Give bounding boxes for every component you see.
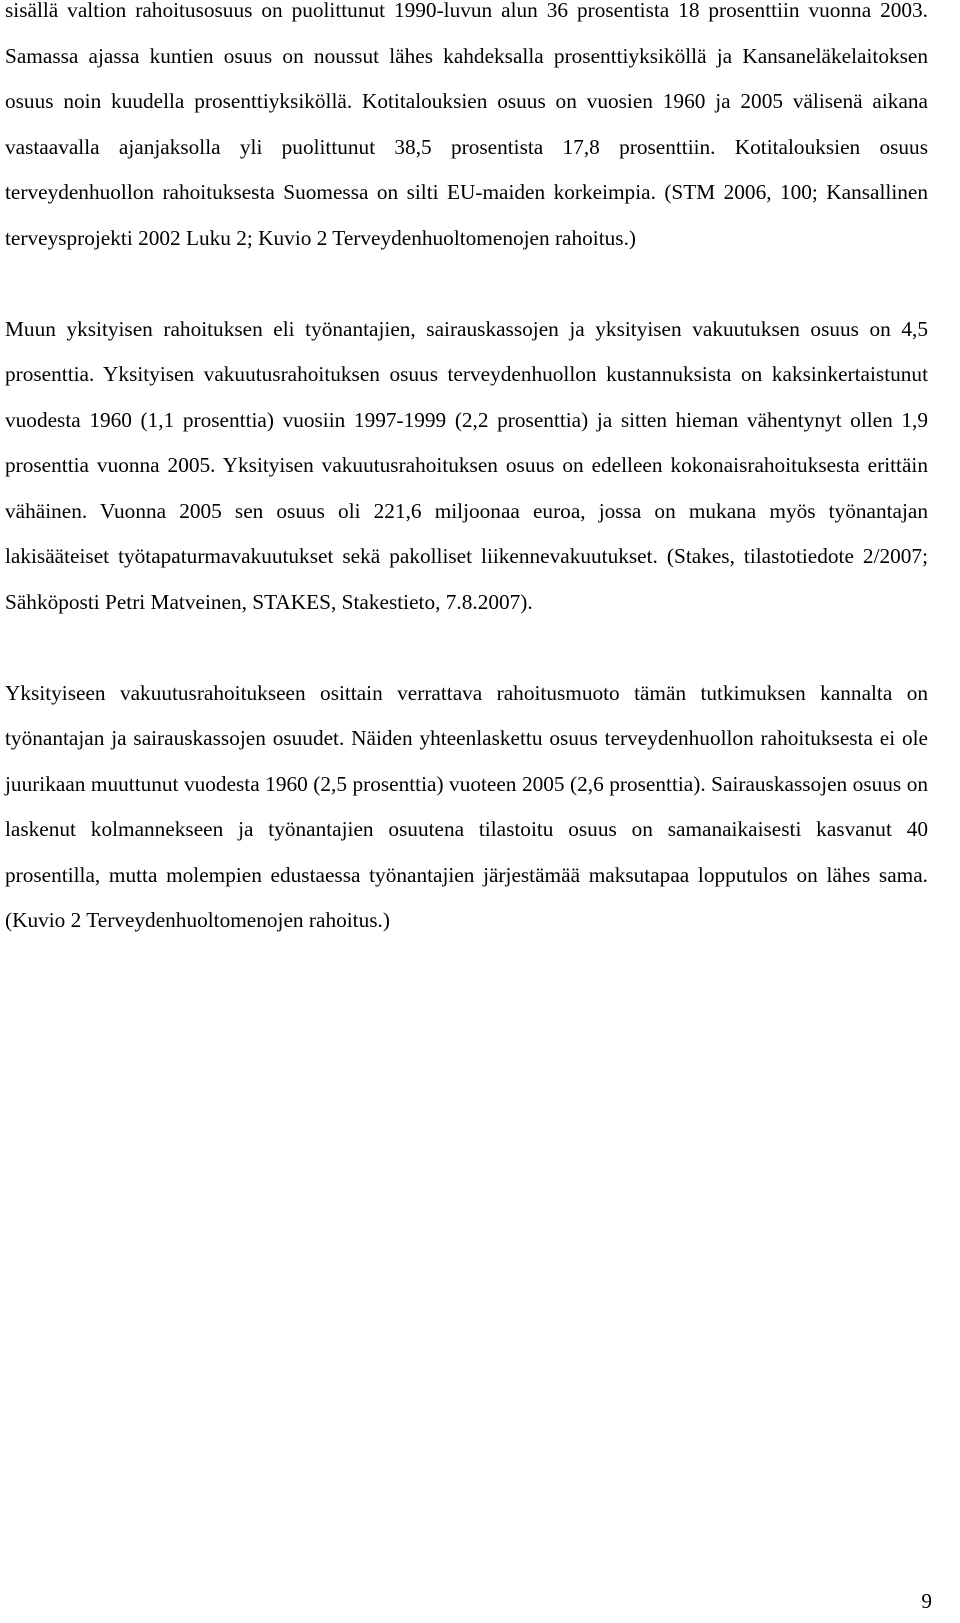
page-number: 9 [921,1589,932,1613]
paragraph-financing-shares: sisällä valtion rahoitusosuus on puolittunut 1990-luvun alun 36 prosentista 18 prosenttiin vuonna 2003. Samassa ajassa kuntien osuus on noussut lähes kahdeksalla prosenttiyksiköllä ja Kansaneläkelaitoksen osuus noin kuudella prosenttiyksiköllä. Kotitalouksien osuus on vuosien 1960 ja 2005 välisenä aikana vastaavalla ajanjaksolla yli puolittunut 38,5 prosentista 17,8 prosenttiin. Kotitalouksien osuus terveydenhuollon rahoituksesta Suomessa on silti EU-maiden korkeimpia. (STM 2006, 100; Kansallinen terveysprojekti 2002 Luku 2; Kuvio 2 Terveydenhuoltomenojen rahoitus.) [5,0,928,250]
paragraph-private-insurance: Muun yksityisen rahoituksen eli työnantajien, sairauskassojen ja yksityisen vakuutuksen osuus on 4,5 prosenttia. Yksityisen vakuutusrahoituksen osuus terveydenhuollon kustannuksista on kaksinkertaistunut vuodesta 1960 (1,1 prosenttia) vuosiin 1997-1999 (2,2 prosenttia) ja sitten hieman vähentynyt ollen 1,9 prosenttia vuonna 2005. Yksityisen vakuutusrahoituksen osuus on edelleen kokonaisrahoituksesta erittäin vähäinen. Vuonna 2005 sen osuus oli 221,6 miljoonaa euroa, jossa on mukana myös työnantajan lakisääteiset työtapaturmavakuutukset sekä pakolliset liikennevakuutukset. (Stakes, tilastotiedote 2/2007; Sähköposti Petri Matveinen, STAKES, Stakestieto, 7.8.2007). [5,316,928,614]
document-body [5,0,928,944]
paragraph-employer-sickness-funds: Yksityiseen vakuutusrahoitukseen osittain verrattava rahoitusmuoto tämän tutkimuksen kannalta on työnantajan ja sairauskassojen osuudet. Näiden yhteenlaskettu osuus terveydenhuollon rahoituksesta ei ole juurikaan muuttunut vuodesta 1960 (2,5 prosenttia) vuoteen 2005 (2,6 prosenttia). Sairauskassojen osuus on laskenut kolmannekseen ja työnantajien osuutena tilastoitu osuus on samanaikaisesti kasvanut 40 prosentilla, mutta molempien edustaessa työnantajien järjestämää maksutapaa lopputulos on lähes sama. (Kuvio 2 Terveydenhuoltomenojen rahoitus.) [5,680,928,932]
